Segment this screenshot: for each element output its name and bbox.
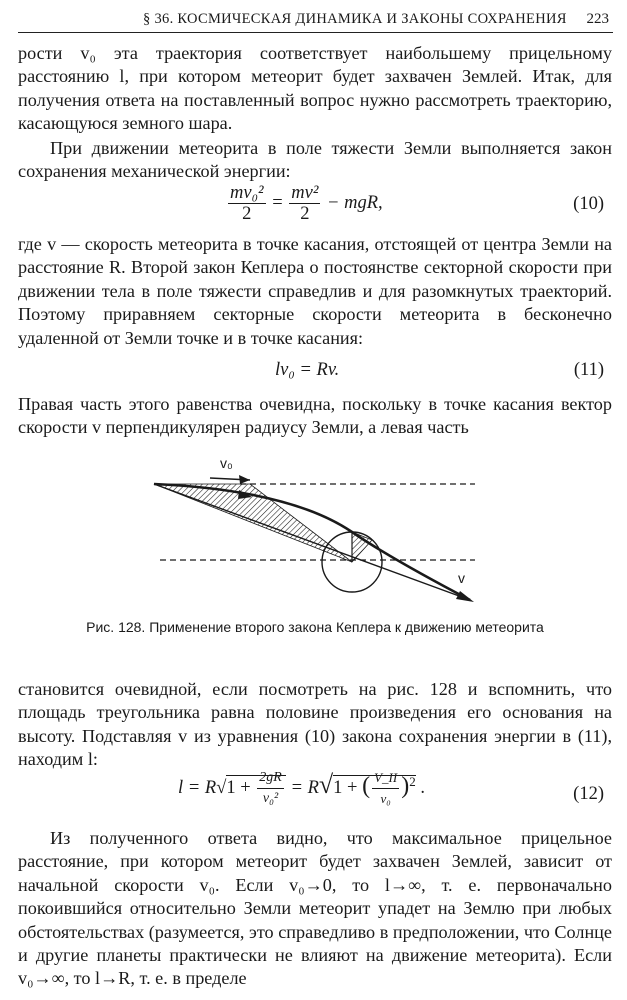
eq12-tail: . — [420, 777, 425, 798]
eq12-lhs: l = R — [178, 777, 217, 798]
paragraph-4: Правая часть этого равенства очевидна, поскольку в точке касания вектор скорости v перпендикулярен радиусу Земли, а левая часть — [18, 394, 612, 438]
eq12-f1-num: 2gR — [259, 770, 282, 785]
figure-caption: Рис. 128. Применение второго закона Кеплера к движению метеорита — [86, 619, 544, 635]
equation-11 — [18, 357, 612, 387]
v0-arrowhead — [239, 475, 250, 484]
paragraph-1: рости v₀ эта траектория соответствует наибольшему прицельному расстоянию l, при котором метеорит будет захвачен Землей. Итак, для получения ответа на поставленный вопрос нужно рассмотреть траекторию, касающуюся земного шара. — [18, 43, 612, 134]
equation-10 — [18, 183, 612, 227]
eq10-number: (10) — [573, 194, 604, 214]
eq12-one-1: 1 + — [226, 777, 251, 798]
eq12-f2-num: V_II — [374, 770, 398, 785]
header-title: § 36. КОСМИЧЕСКАЯ ДИНАМИКА И ЗАКОНЫ СОХРАНЕНИЯ — [143, 11, 567, 27]
eq12-f2-den: v₀ — [372, 788, 399, 809]
paragraph-2: При движении метеорита в поле тяжести Земли выполняется закон сохранения механической энергии: — [18, 138, 612, 182]
eq10-lhs-den: 2 — [228, 203, 266, 224]
eq12-power: 2 — [409, 773, 416, 789]
eq12-f1-den: v₀² — [257, 788, 284, 809]
tangent-velocity-line — [154, 484, 470, 600]
page-number: 223 — [586, 11, 609, 27]
eq10-lhs-num: mv₀² — [230, 183, 264, 203]
eq10-rhs-fraction — [289, 183, 320, 224]
equation-12 — [18, 768, 612, 820]
eq12-mid: = R — [290, 777, 319, 798]
running-header — [18, 8, 613, 33]
label-v0: v₀ — [220, 455, 233, 471]
eq10-rhs-tail: − mgR, — [327, 192, 383, 213]
eq10-equals: = — [272, 192, 283, 213]
eq10-lhs-fraction — [228, 183, 266, 224]
eq12-sqrt-2: √1 + ( $\frac{V\_II}{\text{v₀}}$ )$^2$ — [319, 768, 416, 809]
eq11-number: (11) — [573, 360, 604, 380]
eq12-number: (12) — [573, 784, 604, 804]
eq12-fraction-2 — [372, 768, 399, 809]
eq12-sqrt-1: √1 + $\frac{2gR}{\text{v₀²}}$ — [216, 768, 286, 809]
paragraph-3: где v — скорость метеорита в точке касания, отстоящей от центра Земли на расстояние R. Второй закон Кеплера о постоянстве секторной скорости при движении тела в поле тяжести справедлив и для разомкнутых траекторий. Поэтому приравняем секторные скорости метеорита в бесконечно удаленной от Земли точке и в точке касания: — [18, 234, 612, 348]
label-v: v — [458, 570, 465, 586]
eq10-rhs-den: 2 — [289, 203, 320, 224]
eq12-one-2: 1 + — [333, 777, 358, 798]
paragraph-6: Из полученного ответа видно, что максимальное прицельное расстояние, при котором метеорит будет захвачен Землей, зависит от начальной скорости v₀. Если v₀→0, то l→∞, т. е. первоначально покоившийся относительно Земли метеорит упадет на Землю при любых обстоятельствах (разумеется, это справедливо в предположении, что Солнце и другие планеты практически не влияют на движение метеорита). Если v₀→∞, то l→R, т. е. в пределе — [18, 828, 612, 989]
eq10-rhs-num: mv² — [291, 183, 319, 203]
figure-128 — [140, 450, 480, 610]
paragraph-5: становится очевидной, если посмотреть на рис. 128 и вспомнить, что площадь треугольника равна половине произведения его основания на высоту. Подставляя v из уравнения (10) закона сохранения энергии в (11), находим l: — [18, 679, 612, 770]
eq12-fraction-1 — [257, 768, 284, 809]
eq11-body: lv₀ = Rv. — [275, 360, 340, 380]
